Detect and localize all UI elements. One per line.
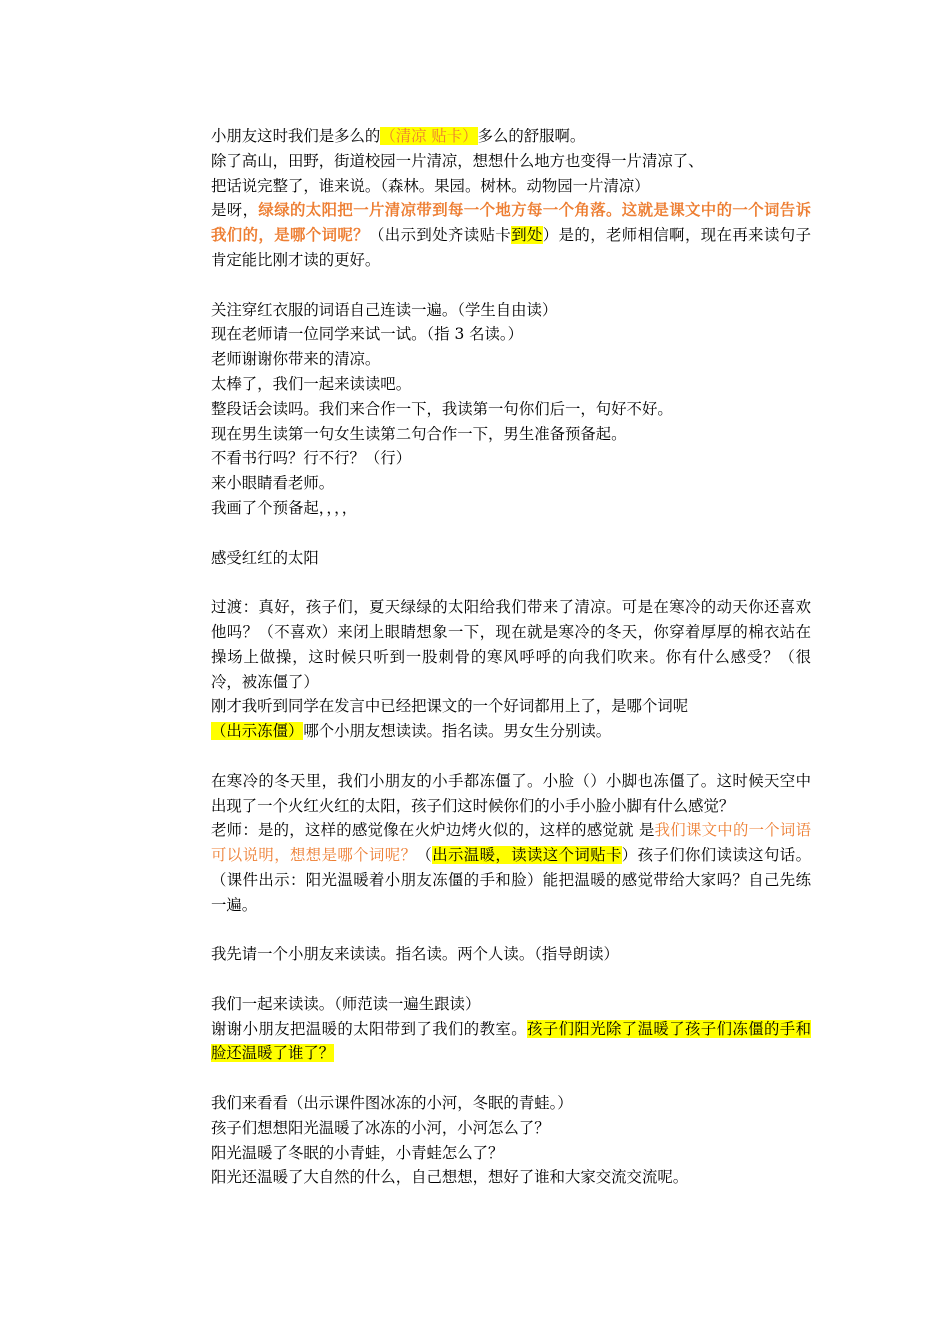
emphasis-question: 绿绿的太阳把一片清凉带到每一个地方每一个角落。这就是课文中的一个词告诉我们的，是哪个词呢？ bbox=[211, 201, 811, 245]
blank-line bbox=[211, 967, 811, 992]
paragraph-10: 现在男生读第一句女生读第二句合作一下，男生准备预备起。 bbox=[211, 424, 627, 443]
blank-line bbox=[211, 1066, 811, 1091]
paragraph-3: 把话说完整了，谁来说。（森林。果园。树林。动物园一片清凉） bbox=[211, 176, 650, 195]
highlight-card-wennuan: 出示温暖，读读这个词贴卡 bbox=[432, 846, 622, 865]
paragraph-25: 阳光温暖了冬眠的小青蛙，小青蛙怎么了？ bbox=[211, 1143, 504, 1162]
paragraph-6: 现在老师请一位同学来试一试。（指 3 名读。） bbox=[211, 325, 523, 344]
highlight-question: 孩子们阳光除了温暖了孩子们冻僵的手和脸还温暖了谁了？ bbox=[211, 1019, 811, 1063]
paragraph-23: 我们来看看（出示课件图冰冻的小河，冬眠的青蛙。） bbox=[211, 1094, 573, 1113]
paragraph-13: 我画了个预备起，，，， bbox=[211, 498, 358, 517]
blank-line bbox=[211, 273, 811, 298]
text-run: 老师：是的，这样的感觉像在火炉边烤火似的，这样的感觉就 是 bbox=[211, 821, 655, 840]
text-run: ）孩子们你们读读这句话。（课件出示：阳光温暖着小朋友冻僵的手和脸）能把温暖的感觉带给大家吗？自己先练一遍。 bbox=[211, 846, 811, 914]
document-body bbox=[211, 124, 811, 1190]
paragraph-11: 不看书行吗？行不行？（行） bbox=[211, 449, 412, 468]
paragraph-26: 阳光还温暖了大自然的什么，自己想想，想好了谁和大家交流交流呢。 bbox=[211, 1168, 689, 1187]
paragraph-2: 除了高山，田野，街道校园一片清凉，想想什么地方也变得一片清凉了、 bbox=[211, 151, 704, 170]
blank-line bbox=[211, 918, 811, 943]
highlight-card-dongjiang: （出示冻僵） bbox=[211, 722, 304, 741]
blank-line bbox=[211, 521, 811, 546]
blank-line bbox=[211, 744, 811, 769]
text-run: 多么的舒服啊。 bbox=[477, 127, 586, 145]
paragraph-21: 我们一起来读读。（师范读一遍生跟读） bbox=[211, 994, 481, 1013]
section-heading: 感受红红的太阳 bbox=[211, 548, 319, 567]
paragraph-1 bbox=[211, 124, 811, 149]
text-run: 谢谢小朋友把温暖的太阳带到了我们的教室。 bbox=[211, 1019, 527, 1038]
paragraph-7: 老师谢谢你带来的清凉。 bbox=[211, 350, 381, 369]
paragraph-5: 关注穿红衣服的词语自己连读一遍。（学生自由读） bbox=[211, 300, 558, 319]
paragraph-9: 整段话会读吗。我们来合作一下，我读第一句你们后一，句好不好。 bbox=[211, 399, 673, 418]
text-run: 小朋友这时我们是多么的 bbox=[211, 127, 381, 145]
paragraph-16: 刚才我听到同学在发言中已经把课文的一个好词都用上了，是哪个词呢 bbox=[211, 697, 689, 716]
paragraph-19 bbox=[211, 818, 811, 917]
text-run: 是呀， bbox=[211, 201, 259, 220]
text-run: （ bbox=[416, 846, 433, 865]
highlight-card-daochu: 到处 bbox=[511, 226, 543, 245]
paragraph-12: 来小眼睛看老师。 bbox=[211, 474, 335, 493]
paragraph-17 bbox=[211, 719, 811, 744]
text-run: ）是的，老师相信啊，现在再来读句子肯定能比刚才读的更好。 bbox=[211, 226, 811, 269]
text-run: 哪个小朋友想读读。指名读。男女生分别读。 bbox=[303, 722, 612, 741]
text-run: （出示到处齐读贴卡 bbox=[369, 226, 512, 245]
paragraph-4 bbox=[211, 198, 811, 272]
paragraph-22 bbox=[211, 1017, 811, 1067]
paragraph-20: 我先请一个小朋友来读读。指名读。两个人读。（指导朗读） bbox=[211, 945, 619, 964]
highlight-card-qingliang: （清凉 贴卡） bbox=[380, 127, 478, 145]
paragraph-15: 过渡：真好，孩子们，夏天绿绿的太阳给我们带来了清凉。可是在寒冷的动天你还喜欢他吗？（不喜欢）来闭上眼睛想象一下，现在就是寒冷的冬天，你穿着厚厚的棉衣站在操场上做操，这时候只听到一股刺骨的寒风呼呼的向我们吹来。你有什么感受？（很冷，被冻僵了） bbox=[211, 598, 811, 691]
paragraph-24: 孩子们想想阳光温暖了冰冻的小河，小河怎么了？ bbox=[211, 1118, 550, 1137]
paragraph-18: 在寒冷的冬天里，我们小朋友的小手都冻僵了。小脸（）小脚也冻僵了。这时候天空中出现了一个火红火红的太阳，孩子们这时候你们的小手小脸小脚有什么感觉？ bbox=[211, 771, 811, 815]
emphasis-question: 我们课文中的一个词语可以说明，想想是哪个词呢？ bbox=[211, 821, 811, 865]
paragraph-8: 太棒了，我们一起来读读吧。 bbox=[211, 374, 412, 393]
blank-line bbox=[211, 570, 811, 595]
